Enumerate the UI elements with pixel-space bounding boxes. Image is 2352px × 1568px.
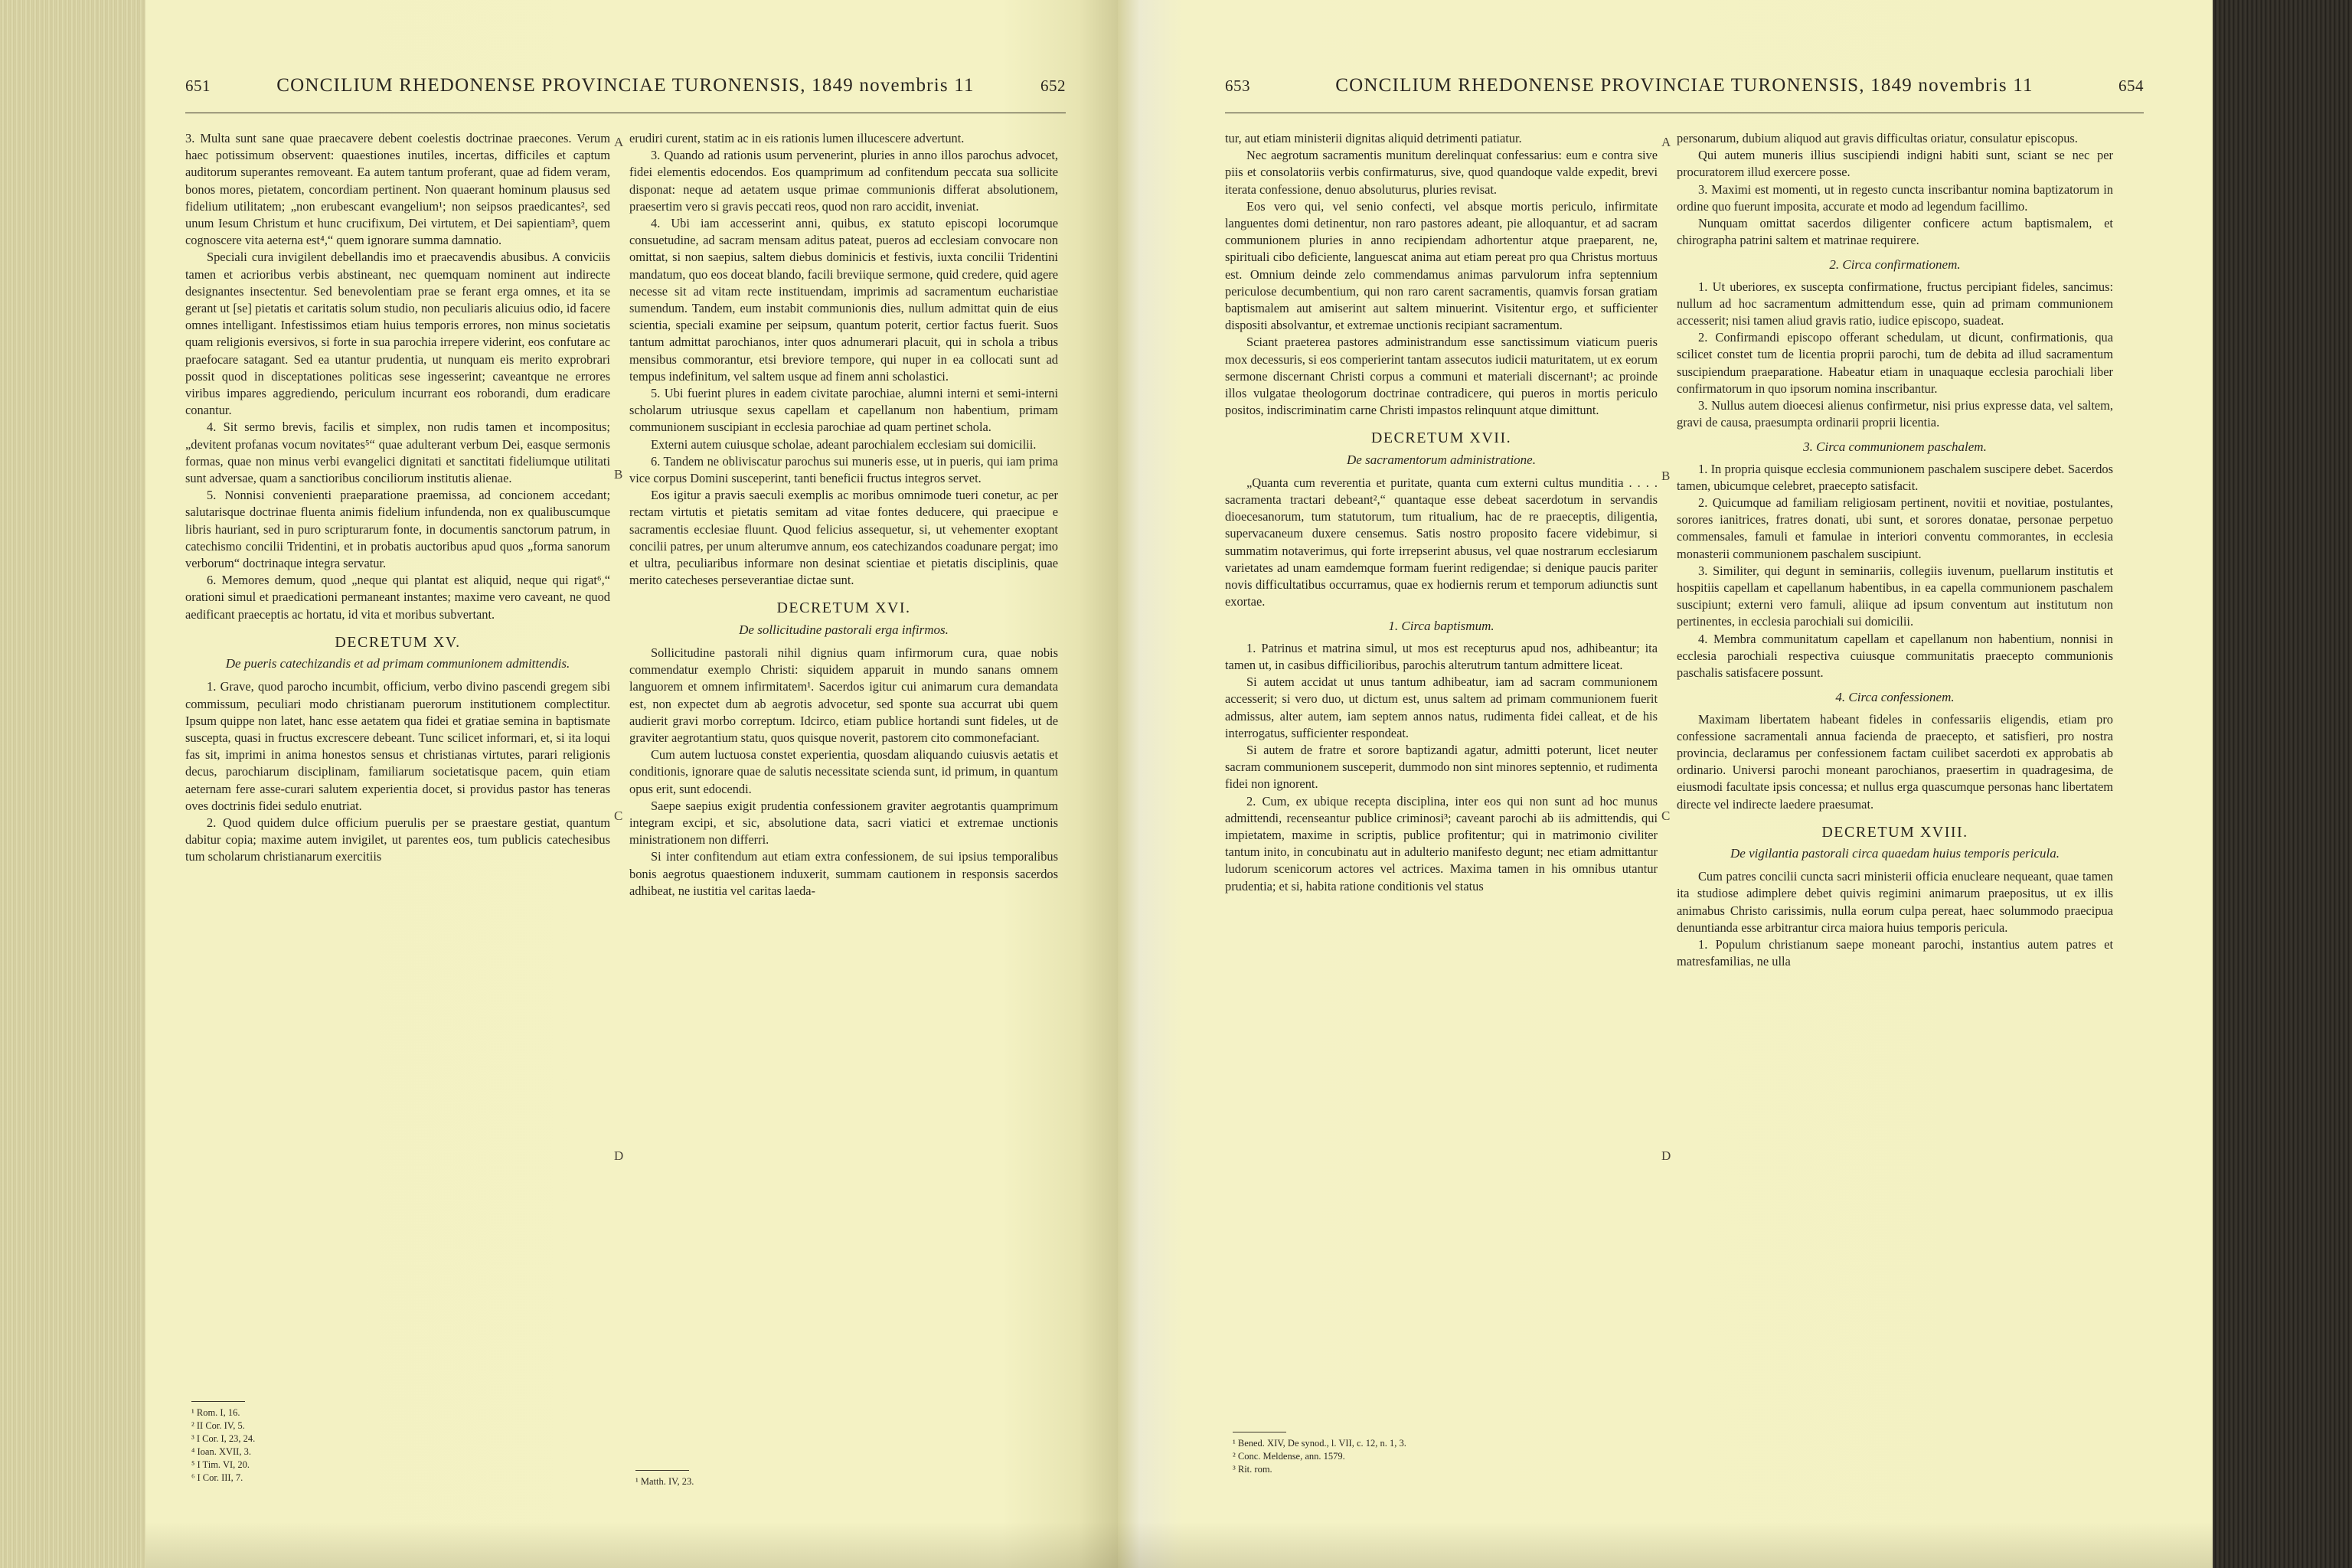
margin-letter-d: D — [1661, 1148, 1671, 1163]
paragraph: 1. Patrinus et matrina simul, ut mos est recepturus apud nos, adhibeantur; ita tamen ut, in casibus difficilioribus, parochis alterutrum tantum admittere liceat. — [1225, 640, 1658, 672]
left-page — [145, 0, 1118, 1568]
paragraph: Maximam libertatem habeant fideles in confessariis eligendis, etiam pro confessione sacramentali annua facienda de praecepto, et satisfieri, pro nostra provincia, declaramus per confessionem factam cuilibet sacerdoti ex approbatis ab ordinario. Universi parochi moneant parochianos, praesertim in quadragesima, de eiusmodi facultate ipsis concessa; et nullus erga quascumque personas hanc libertatem directe vel indirecte laedere praesumat. — [1677, 711, 2113, 812]
paragraph: 5. Nonnisi convenienti praeparatione praemissa, ad concionem accedant; salutarisque doctrinae fluenta animis fidelium infundenda, non ex qualibuscumque libris hauriant, sed in puro scripturarum fonte, in documentis sanctorum patrum, in catechismo concilii Tridentini, et in probatis auctoribus apud quos „forma sanorum verborum“ doctrinaque integra servatur. — [185, 488, 610, 571]
footnotes-right-col1 — [1233, 1432, 1554, 1476]
margin-letter-c: C — [1661, 808, 1671, 823]
paragraph: 2. Quicumque ad familiam religiosam pertinent, novitii et novitiae, postulantes, sorores ianitrices, fratres donati, ubi sunt, et sorores donatae, personae perpetuo commensales, famuli et famulae in interiori conventu commorantes, in ecclesia monasterii communionem paschalem suscipiunt. — [1677, 495, 2113, 561]
page-number-right-2: 654 — [2118, 77, 2144, 95]
paragraph: 2. Quod quidem dulce officium puerulis per se praestare gestiat, quantum dabitur copia; maxime autem invigilet, ut parentes eos, tum publicis catechesibus tum scholarum christianarum exercitiis — [185, 815, 610, 864]
paragraph: 3. Similiter, qui degunt in seminariis, collegiis iuvenum, puellarum institutis et hospitiis capellam et capellanum habentibus, in ea capella communionem paschalem suscipiunt; externi vero famuli, aliique ad ipsum conventum aut institutum non pertinentes, in ecclesia parochiali sui domicilii. — [1677, 563, 2113, 629]
footnote-rule — [635, 1470, 689, 1471]
right-page-column-2 — [1677, 130, 2113, 970]
paragraph: Saepe saepius exigit prudentia confessionem graviter aegrotantis quamprimum integram excipi, et sic, absolutione data, sacri viatici et extremae unctionis ministrationem non differri. — [629, 798, 1058, 848]
decretum-heading: DECRETUM XVI. — [776, 599, 911, 617]
paragraph: Si inter confitendum aut etiam extra confessionem, de sui ipsius temporalibus bonis aegrotus quaestionem induxerit, summam cautionem in responsis sacerdos adhibeat, ne iustitia vel caritas laeda- — [629, 849, 1058, 898]
paragraph: „Quanta cum reverentia et puritate, quanta cum externi cultus munditia . . . . sacramenta tractari debeant²,“ quantaque esse debeat sacerdotum in servandis dioecesanorum, tum statutorum, tum ritualium, hac de re praeceptis, diligentia, supervacaneum duxere censemus. Satis nostro proposito facere videbimur, si summatim notaverimus, qui forte irrepserint abusus, vel quae nostrarum ecclesiarum varietates ad unam eamdemque formam fuerint redigendae; si denique paucis pariter novis difficultatibus occurramus, quae ex hodiernis rerum et temporum adiunctis sunt exortae. — [1225, 475, 1658, 609]
paragraph: 6. Tandem ne obliviscatur parochus sui muneris esse, ut in pueris, qui iam prima vice corpus Domini susceperint, tanti beneficii fructus integros servet. — [629, 453, 1058, 486]
paragraph: 3. Quando ad rationis usum pervenerint, pluries in anno illos parochus advocet, fidei elementis edocendos. Eos quamprimum ad confitendum peccata sua sollicite disponat: neque ad aetatem usque primae communionis differat absolutionem, praesertim vero si gravis peccati reos, quod non raro accidit, inveniat. — [629, 148, 1058, 214]
paragraph: Qui autem muneris illius suscipiendi indigni habiti sunt, sciant se nec per procuratorem illud exercere posse. — [1677, 148, 2113, 180]
paragraph: 4. Ubi iam accesserint anni, quibus, ex statuto episcopi locorumque consuetudine, ad sacram mensam aditus pateat, pueros ad ecclesiam convocare non omittat, si non saepius, saltem diebus dominicis et festivis, iuxta concilii Tridentini mandatum, quo eos doceat blando, facili breviique sermone, quid credere, quid agere necesse sit ad vitam recte instituendam, imprimis ad sacramentum eucharistiae sumendum. Tandem, eum instabit communionis dies, nullum admittat quin de eius scientia, speciali examine per seipsum, quantum poterit, certior factus fuerit. Suos tantum admittat parochianos, inter quos adnumerari placuit, qui in schola a tribus mensibus commorantur, etsi breviore tempore, qui nuper in ea collocati sunt ad tempus indefinitum, vel saltem usque ad finem anni scholastici. — [629, 216, 1058, 384]
margin-letter-d: D — [614, 1148, 624, 1163]
paragraph: Eos vero qui, vel senio confecti, vel absque mortis periculo, infirmitate languentes domi detinentur, non raro pastores adeant, pie alloquantur, et ad sacram communionem pluries in anno recipiendam adhortentur atque praeparent, ne, spirituali cibo deficiente, languescat anima aut etiam pereat pro qua Christus mortuus est. Omnium deinde zelo commendamus animas parvulorum infra septennium periculose decumbentium, qui non raro carent sacramentis, quamvis forsan gratiam baptismalem aut amiserint aut saltem minuerint. Visitentur ergo, et sufficienter dispositi absolvantur, et extremae unctionis recipiant sacramentum. — [1225, 198, 1658, 333]
footnote: ¹ Rom. I, 16. — [191, 1407, 240, 1418]
paragraph: Cum patres concilii cuncta sacri ministerii officia enucleare nequeant, quae tamen ita studiose adimplere debet quivis regimini animarum praepositus, ut ex illis animabus Christo carissimis, nulla eorum culpa pereat, haec solummodo praecipua denuntianda esse arbitrantur circa maiora huius temporis pericula. — [1677, 869, 2113, 935]
paragraph: Sollicitudine pastorali nihil dignius quam infirmorum cura, quae nobis commendatur exemplo Christi: siquidem apparuit in mundo sanans omnem languorem et omnem infirmitatem¹. Sacerdos igitur cui animarum cura demandata est, non expectet dum ab aegrotis advocetur, sed sponte sua accurrat ubi quem audierit gravi morbo correptum. Idcirco, etiam publice hortandi sunt fideles, ut de graviter aegrotantium statu, quos quisque noverit, pastorem cito commonefaciant. — [629, 645, 1058, 745]
footnote: ⁴ Ioan. XVII, 3. — [191, 1446, 251, 1457]
decretum-subtitle: De sacramentorum administratione. — [1347, 452, 1536, 467]
page-number-right: 653 — [1225, 77, 1250, 95]
paragraph: 4. Sit sermo brevis, facilis et simplex, non rudis tamen et incompositus; „devitent profanas vocum novitates⁵“ quae adulterant verbum Dei, easque sermonis formas, quae non minus verbi evangelici dignitati et sanctitati fideliumque utilitati sunt adversae, quam a sanctioribus conciliorum institutis alienae. — [185, 420, 610, 486]
paragraph: tur, aut etiam ministerii dignitas aliquid detrimenti patiatur. — [1225, 131, 1522, 145]
paragraph: 1. In propria quisque ecclesia communionem paschalem suscipere debet. Sacerdos tamen, ubicumque celebret, praecepto satisfacit. — [1677, 461, 2113, 493]
paragraph: 3. Multa sunt sane quae praecavere debent coelestis doctrinae praecones. Verum haec potissimum observent: quaestiones inutiles, incertas, difficiles et captum auditorum superantes removeant. Ea autem tantum proferant, quae ad fidem veram, bonos mores, pietatem, concordiam pertinent. Non quaerant hominum plausus sed fidelium utilitatem; „non erubescant evangelium¹; non seipsos praedicantes², sed unum Iesum Christum et hunc crucifixum, Dei virtutem, et Dei sapientiam³, quem cognoscere vita aeterna est⁴,“ quem ignorare summa damnatio. — [185, 131, 610, 248]
left-page-column-1 — [185, 130, 610, 866]
footnotes-left-col1 — [191, 1401, 421, 1485]
paragraph: Cum autem luctuosa constet experientia, quosdam aliquando cuiusvis aetatis et conditionis, ignorare quae de salutis necessitate scienda sunt, id primum, in quantum opus erit, sunt edocendi. — [629, 747, 1058, 796]
right-page — [1118, 0, 2213, 1568]
footnotes-left-col2 — [635, 1470, 865, 1488]
book-page-edges-left — [0, 0, 153, 1568]
page-shadow — [1118, 1522, 2213, 1568]
paragraph: Si autem de fratre et sorore baptizandi agatur, admitti poterunt, licet neuter sacram communionem susceperit, dummodo non sint minores septennio, et rudimenta fidei non ignorent. — [1225, 742, 1658, 792]
section-heading: 2. Circa confirmationem. — [1829, 257, 1961, 273]
footnote: ² Conc. Meldense, ann. 1579. — [1233, 1451, 1345, 1462]
decretum-heading: DECRETUM XVII. — [1370, 430, 1512, 447]
margin-letter-c: C — [614, 808, 623, 823]
footnote: ⁶ I Cor. III, 7. — [191, 1472, 243, 1483]
left-page-column-2 — [629, 130, 1058, 900]
paragraph: 2. Confirmandi episcopo offerant schedulam, ut dicunt, confirmationis, qua scilicet constet tum de licentia proprii parochi, tum de debita ad illud sacramentum suscipiendum praeparatione. Habeatur etiam in unaquaque ecclesia parochiali liber confirmatorum in quo ipsorum nomina inscribantur. — [1677, 330, 2113, 396]
paragraph: Externi autem cuiusque scholae, adeant parochialem ecclesiam sui domicilii. — [651, 436, 1037, 452]
margin-letter-a: A — [1661, 135, 1671, 149]
page-number-left-2: 652 — [1040, 77, 1066, 95]
paragraph: 1. Grave, quod parocho incumbit, officium, verbo divino pascendi gregem sibi commissum, peculiari modo christianam puerorum institutionem complectitur. Ipsum quippe non latet, hanc esse aetatem qua fidei et gratiae semina in baptismate suscepta, quasi in fructus excrescere debeant. Tunc scilicet informari, et, si ita loqui fas sit, imprimi in anima honestos sensus et christianas virtutes, parari religionis decus, parochiarum disciplinam, familiarum societatisque pacem, quin etiam aeternam fere asse-curari salutem experientia docet, si providus pastor has teneras oves doctrinis fidei sedulo enutriat. — [185, 679, 610, 813]
footnote: ² II Cor. IV, 5. — [191, 1420, 245, 1431]
paragraph: Sciant praeterea pastores administrandum esse sanctissimum viaticum pueris mox decessuris, si eos comperierint tantam assecutos iudicii maturitatem, ut ex eorum sermone discernant Christi corpus a communi et materiali discernant¹; ac proinde illos vulgatae theologorum doctrinae contradicere, qui pueros in mortis periculo positos, indiscriminatim carne Christi impastos relinquunt atque dimittunt. — [1225, 335, 1658, 418]
margin-letter-b: B — [1661, 469, 1671, 483]
running-title-right: CONCILIUM RHEDONENSE PROVINCIAE TURONENSIS, 1849 novembris 11 — [1335, 75, 2034, 96]
paragraph: Nunquam omittat sacerdos diligenter conficere actum baptismalem, et chirographa patrini saltem et matrinae requirere. — [1677, 216, 2113, 248]
decretum-heading: DECRETUM XVIII. — [1821, 823, 1968, 841]
paragraph: 4. Membra communitatum capellam et capellanum non habentium, nonnisi in ecclesia parochiali respectiva cuiusque communitatis praecepto communionis paschalis satisfacere possunt. — [1677, 631, 2113, 681]
footnote: ⁵ I Tim. VI, 20. — [191, 1459, 250, 1470]
footnote: ¹ Matth. IV, 23. — [635, 1476, 694, 1487]
margin-letter-b: B — [614, 467, 623, 482]
right-page-header — [1225, 75, 2144, 113]
paragraph: Nec aegrotum sacramentis munitum derelinquat confessarius: eum e contra sive piis et consolatoriis verbis confirmaturus, sive, quod quandoque valde expedit, brevi iterata confessione, denuo absoluturus, pluries revisat. — [1225, 148, 1658, 197]
footnote: ³ I Cor. I, 23, 24. — [191, 1433, 256, 1444]
paragraph: 3. Nullus autem dioecesi alienus confirmetur, nisi prius expresse data, vel saltem, gravi de causa, praesumpta ordinarii proprii licentia. — [1677, 398, 2113, 430]
paragraph: Speciali cura invigilent debellandis imo et praecavendis abusibus. A conviciis tamen et acrioribus verbis abstineant, nec quemquam nominent aut indirecte designantes insectentur. Sed benevolentiam prae se ferant erga omnes, et ita se gerant ut [se] pietatis et caritatis solum studio, non peculiaris alicuius odio, id facere omnes intelligant. Infestissimos etiam huius temporis errores, non minus societatis quam religionis eversivos, si forte in sua parochia irrepere viderint, eos confutare ac praefocare satagant. Sed ea utantur prudentia, ut nunquam eis merito exprobrari possit quod in disceptationes politicas sese ingesserint; caveantque ne errores viribus impares aggrediendo, periculum incurrant eos roborandi, dum eradicare conantur. — [185, 250, 610, 418]
paragraph: 1. Populum christianum saepe moneant parochi, instantius autem patres et matresfamilias, ne ulla — [1677, 936, 2113, 969]
running-title-left: CONCILIUM RHEDONENSE PROVINCIAE TURONENSIS, 1849 novembris 11 — [276, 75, 975, 96]
paragraph: 2. Cum, ex ubique recepta disciplina, inter eos qui non sunt ad hoc munus admittendi, recenseantur publice criminosi³; caveant parochi ab iis admittendis, qui impietatem, maxime in scriptis, publice profitentur; qui in matrimonio civiliter tantum inito, in concubinatu aut in adulterio manifesto degunt; nec etiam admittantur ludorum scenicorum actores vel actrices. Maxima tamen in his omnibus utantur prudentia; et si, habita ratione conditionis vel status — [1225, 793, 1658, 893]
page-number-left: 651 — [185, 77, 211, 95]
margin-letter-a: A — [614, 135, 624, 149]
decretum-heading: DECRETUM XV. — [335, 633, 461, 651]
decretum-subtitle: De pueris catechizandis et ad primam communionem admittendis. — [225, 656, 570, 671]
paragraph: 1. Ut uberiores, ex suscepta confirmatione, fructus percipiant fideles, sancimus: nullum ad hoc sacramentum admittendum esse, quin ad primam communionem accesserit; nisi tamen aliud gravis ratio, iudice episcopo, suadeat. — [1677, 279, 2113, 328]
footnote: ¹ Bened. XIV, De synod., l. VII, c. 12, n. 1, 3. — [1233, 1438, 1406, 1449]
section-heading: 1. Circa baptismum. — [1388, 619, 1494, 634]
paragraph: 6. Memores demum, quod „neque qui plantat est aliquid, neque qui rigat⁶,“ orationi simul et praedicationi permaneant instantes; maxime vero caveant, ne quod aedificant praeceptis ac hortatu, id vita et moribus subvertant. — [185, 573, 610, 622]
paragraph: erudiri curent, statim ac in eis rationis lumen illucescere advertunt. — [629, 131, 965, 145]
decretum-subtitle: De sollicitudine pastorali erga infirmos. — [739, 622, 949, 637]
footnote-rule — [191, 1401, 245, 1402]
left-page-header — [185, 75, 1066, 113]
section-heading: 4. Circa confessionem. — [1835, 690, 1955, 705]
paragraph: Si autem accidat ut unus tantum adhibeatur, iam ad sacram communionem accesserit; si vero duo, ut dictum est, unus saltem ad primam communionem fuerit admissus, alter autem, iam septem annos natus, rudimenta fidei calleat, et de his interrogatus, sufficienter respondeat. — [1225, 675, 1658, 740]
decretum-subtitle: De vigilantia pastorali circa quaedam huius temporis pericula. — [1730, 845, 2060, 861]
right-page-column-1 — [1225, 130, 1658, 895]
page-shadow — [145, 1522, 1118, 1568]
paragraph: 3. Maximi est momenti, ut in regesto cuncta inscribantur nomina baptizatorum in ordine quo fuerunt imposita, accurate et modo ad legendum facillimo. — [1677, 181, 2113, 214]
footnote: ³ Rit. rom. — [1233, 1464, 1272, 1475]
paragraph: 5. Ubi fuerint plures in eadem civitate parochiae, alumni interni et semi-interni scholarum utriusque sexus capellam et capellanum non habentium, primam communionem suscipiant in ecclesia parochiae ad quam pertinet schola. — [629, 386, 1058, 435]
book-cover-right — [2207, 0, 2352, 1568]
paragraph: Eos igitur a pravis saeculi exemplis ac moribus omnimode tueri conetur, ac per rectam virtutis et pietatis semitam ad vitae fontes deducere, qui praecipue e sacramentis ecclesiae fluunt. Quod felicius assequetur, si, ut vehementer exoptant concilii patres, per unum alterumve annum, eos catechizandos coadunare pergat; imo et ultra, peculiaribus informare non desinat scientiae et pietatis disciplinis, quae merito catecheses perseverantiae dictae sunt. — [629, 488, 1058, 588]
section-heading: 3. Circa communionem paschalem. — [1803, 439, 1987, 455]
paragraph: personarum, dubium aliquod aut gravis difficultas oriatur, consulatur episcopus. — [1677, 131, 2078, 145]
